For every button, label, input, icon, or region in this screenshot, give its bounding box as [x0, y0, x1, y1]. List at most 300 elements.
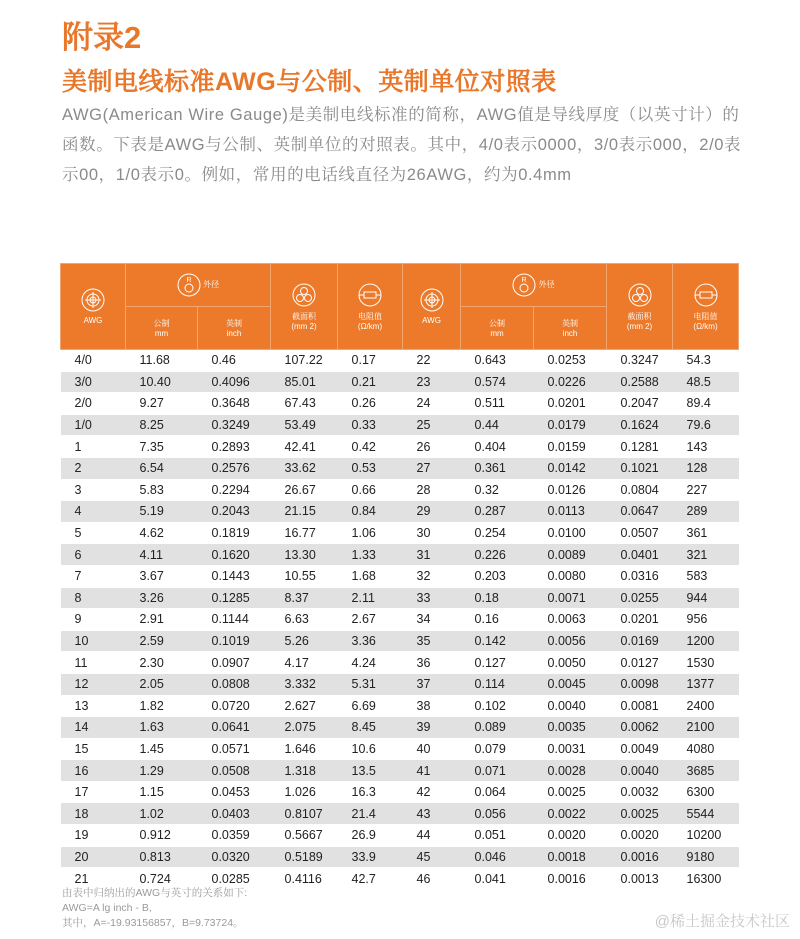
cell-area: 67.43	[271, 393, 338, 415]
cell-resistance: 21.4	[338, 803, 403, 825]
cell-area: 0.2047	[607, 393, 673, 415]
cell-resistance: 48.5	[673, 371, 739, 393]
cell-mm: 0.511	[461, 393, 534, 415]
table-row	[61, 587, 739, 609]
cell-awg: 30	[403, 522, 461, 544]
cell-resistance: 0.26	[338, 393, 403, 415]
cell-awg: 32	[403, 565, 461, 587]
cell-inch: 0.0159	[534, 436, 607, 458]
cell-resistance: 944	[673, 587, 739, 609]
cell-area: 0.0255	[607, 587, 673, 609]
cell-resistance: 361	[673, 522, 739, 544]
cell-resistance: 26.9	[338, 825, 403, 847]
cell-mm: 2.05	[126, 673, 198, 695]
cell-area: 6.63	[271, 609, 338, 631]
cell-inch: 0.0016	[534, 868, 607, 890]
cell-inch: 0.3249	[198, 414, 271, 436]
cell-awg: 39	[403, 717, 461, 739]
table-row	[61, 673, 739, 695]
cell-area: 0.0040	[607, 760, 673, 782]
cell-resistance: 128	[673, 457, 739, 479]
cell-mm: 7.35	[126, 436, 198, 458]
cell-inch: 0.3648	[198, 393, 271, 415]
cell-awg: 37	[403, 673, 461, 695]
cell-resistance: 5.31	[338, 673, 403, 695]
cell-inch: 0.0179	[534, 414, 607, 436]
cell-inch: 0.0508	[198, 760, 271, 782]
cell-area: 8.37	[271, 587, 338, 609]
cell-area: 0.0507	[607, 522, 673, 544]
cell-awg: 8	[61, 587, 126, 609]
cell-resistance: 2100	[673, 717, 739, 739]
cell-mm: 0.142	[461, 630, 534, 652]
cell-mm: 1.63	[126, 717, 198, 739]
cell-mm: 3.67	[126, 565, 198, 587]
cell-awg: 46	[403, 868, 461, 890]
cell-area: 0.0016	[607, 846, 673, 868]
header-area: 截面积 (mm 2)	[271, 264, 338, 350]
cell-inch: 0.0089	[534, 544, 607, 566]
cell-mm: 2.30	[126, 652, 198, 674]
header-metric: 公制 mm	[126, 307, 198, 350]
cell-area: 16.77	[271, 522, 338, 544]
cell-inch: 0.0071	[534, 587, 607, 609]
cell-awg: 2	[61, 457, 126, 479]
cell-inch: 0.0045	[534, 673, 607, 695]
cell-resistance: 0.53	[338, 457, 403, 479]
cell-mm: 0.16	[461, 609, 534, 631]
radius-symbol: R	[521, 277, 527, 284]
cell-resistance: 6300	[673, 781, 739, 803]
table-row	[61, 371, 739, 393]
cell-inch: 0.0359	[198, 825, 271, 847]
cell-awg: 26	[403, 436, 461, 458]
cell-awg: 14	[61, 717, 126, 739]
cell-area: 0.0020	[607, 825, 673, 847]
cell-resistance: 0.66	[338, 479, 403, 501]
cell-mm: 0.071	[461, 760, 534, 782]
cell-awg: 36	[403, 652, 461, 674]
cell-inch: 0.0050	[534, 652, 607, 674]
cell-inch: 0.0020	[534, 825, 607, 847]
cell-inch: 0.0080	[534, 565, 607, 587]
table-row	[61, 544, 739, 566]
cell-resistance: 3685	[673, 760, 739, 782]
cell-inch: 0.1443	[198, 565, 271, 587]
cell-inch: 0.0226	[534, 371, 607, 393]
cell-area: 0.0804	[607, 479, 673, 501]
cell-mm: 0.064	[461, 781, 534, 803]
cell-resistance: 4080	[673, 738, 739, 760]
cell-mm: 0.643	[461, 350, 534, 372]
cell-awg: 24	[403, 393, 461, 415]
cell-awg: 19	[61, 825, 126, 847]
cell-mm: 0.114	[461, 673, 534, 695]
radius-symbol: R	[186, 277, 192, 284]
cell-mm: 0.32	[461, 479, 534, 501]
cell-resistance: 2.11	[338, 587, 403, 609]
cell-mm: 0.813	[126, 846, 198, 868]
cell-mm: 5.19	[126, 501, 198, 523]
cell-resistance: 79.6	[673, 414, 739, 436]
cell-awg: 34	[403, 609, 461, 631]
cell-mm: 0.203	[461, 565, 534, 587]
table-row	[61, 565, 739, 587]
cell-resistance: 54.3	[673, 350, 739, 372]
cell-area: 0.0401	[607, 544, 673, 566]
cell-inch: 0.0571	[198, 738, 271, 760]
table-row	[61, 479, 739, 501]
cell-area: 1.318	[271, 760, 338, 782]
cell-awg: 1	[61, 436, 126, 458]
cell-awg: 27	[403, 457, 461, 479]
cell-inch: 0.0808	[198, 673, 271, 695]
cell-awg: 43	[403, 803, 461, 825]
cell-mm: 0.051	[461, 825, 534, 847]
cell-resistance: 583	[673, 565, 739, 587]
cell-area: 0.1624	[607, 414, 673, 436]
cell-area: 26.67	[271, 479, 338, 501]
table-row	[61, 738, 739, 760]
wire-gauge-icon	[420, 288, 444, 312]
cell-mm: 0.046	[461, 846, 534, 868]
cell-mm: 0.226	[461, 544, 534, 566]
cell-area: 3.332	[271, 673, 338, 695]
cell-inch: 0.2043	[198, 501, 271, 523]
cell-resistance: 227	[673, 479, 739, 501]
cell-inch: 0.0100	[534, 522, 607, 544]
cell-area: 0.0169	[607, 630, 673, 652]
cell-awg: 17	[61, 781, 126, 803]
cell-awg: 18	[61, 803, 126, 825]
cell-area: 0.0098	[607, 673, 673, 695]
header-awg: AWG	[61, 264, 126, 350]
table-row	[61, 652, 739, 674]
cell-resistance: 1.06	[338, 522, 403, 544]
cell-inch: 0.0641	[198, 717, 271, 739]
cell-area: 0.5189	[271, 846, 338, 868]
cell-inch: 0.0403	[198, 803, 271, 825]
cell-awg: 15	[61, 738, 126, 760]
cell-resistance: 33.9	[338, 846, 403, 868]
cell-inch: 0.0040	[534, 695, 607, 717]
cell-resistance: 289	[673, 501, 739, 523]
cell-awg: 42	[403, 781, 461, 803]
cell-awg: 44	[403, 825, 461, 847]
cell-inch: 0.0063	[534, 609, 607, 631]
cell-inch: 0.2893	[198, 436, 271, 458]
cell-mm: 1.45	[126, 738, 198, 760]
cell-inch: 0.0022	[534, 803, 607, 825]
cell-resistance: 956	[673, 609, 739, 631]
cell-resistance: 16.3	[338, 781, 403, 803]
cell-area: 85.01	[271, 371, 338, 393]
cell-area: 0.5667	[271, 825, 338, 847]
cell-inch: 0.0907	[198, 652, 271, 674]
cell-awg: 13	[61, 695, 126, 717]
cell-awg: 31	[403, 544, 461, 566]
cell-inch: 0.0201	[534, 393, 607, 415]
cell-mm: 0.254	[461, 522, 534, 544]
table-row	[61, 717, 739, 739]
cell-awg: 25	[403, 414, 461, 436]
cell-resistance: 2400	[673, 695, 739, 717]
cell-inch: 0.46	[198, 350, 271, 372]
cell-inch: 0.0031	[534, 738, 607, 760]
cell-area: 0.0032	[607, 781, 673, 803]
cell-mm: 1.82	[126, 695, 198, 717]
cell-resistance: 0.33	[338, 414, 403, 436]
wire-gauge-icon	[81, 288, 105, 312]
cell-resistance: 6.69	[338, 695, 403, 717]
cell-resistance: 0.17	[338, 350, 403, 372]
cell-mm: 3.26	[126, 587, 198, 609]
cell-resistance: 1.33	[338, 544, 403, 566]
cell-resistance: 3.36	[338, 630, 403, 652]
table-row	[61, 781, 739, 803]
cell-area: 0.0201	[607, 609, 673, 631]
cell-resistance: 321	[673, 544, 739, 566]
cell-inch: 0.0142	[534, 457, 607, 479]
cell-resistance: 2.67	[338, 609, 403, 631]
cell-awg: 35	[403, 630, 461, 652]
table-row	[61, 630, 739, 652]
footnote	[62, 886, 247, 931]
cell-mm: 4.62	[126, 522, 198, 544]
cell-area: 0.0013	[607, 868, 673, 890]
cell-mm: 0.404	[461, 436, 534, 458]
cell-inch: 0.2576	[198, 457, 271, 479]
cell-resistance: 89.4	[673, 393, 739, 415]
cell-inch: 0.4096	[198, 371, 271, 393]
cell-resistance: 5544	[673, 803, 739, 825]
cell-mm: 0.287	[461, 501, 534, 523]
cell-mm: 0.056	[461, 803, 534, 825]
cell-mm: 0.102	[461, 695, 534, 717]
cell-resistance: 1377	[673, 673, 739, 695]
cell-mm: 0.912	[126, 825, 198, 847]
cell-awg: 40	[403, 738, 461, 760]
cell-mm: 0.089	[461, 717, 534, 739]
table-row	[61, 695, 739, 717]
cell-inch: 0.0035	[534, 717, 607, 739]
resistor-icon	[694, 283, 718, 307]
cell-awg: 3	[61, 479, 126, 501]
cell-mm: 0.44	[461, 414, 534, 436]
cell-inch: 0.2294	[198, 479, 271, 501]
footnote-line: 其中，A=-19.93156857，B=9.73724。	[62, 917, 244, 929]
cell-awg: 9	[61, 609, 126, 631]
cell-mm: 5.83	[126, 479, 198, 501]
cell-inch: 0.0028	[534, 760, 607, 782]
cell-awg: 38	[403, 695, 461, 717]
cell-area: 2.627	[271, 695, 338, 717]
cell-mm: 1.29	[126, 760, 198, 782]
cell-resistance: 0.42	[338, 436, 403, 458]
watermark: @稀土掘金技术社区	[654, 913, 790, 930]
diameter-icon	[177, 273, 201, 297]
cell-mm: 0.18	[461, 587, 534, 609]
table-row	[61, 436, 739, 458]
cell-awg: 16	[61, 760, 126, 782]
table-row	[61, 350, 739, 372]
table-row	[61, 522, 739, 544]
cell-mm: 1.02	[126, 803, 198, 825]
cell-area: 0.0127	[607, 652, 673, 674]
header-metric: 公制 mm	[461, 307, 534, 350]
header-imperial: 英制 inch	[198, 307, 271, 350]
cell-awg: 11	[61, 652, 126, 674]
cell-awg: 3/0	[61, 371, 126, 393]
cell-resistance: 10.6	[338, 738, 403, 760]
table-row	[61, 414, 739, 436]
cell-inch: 0.0018	[534, 846, 607, 868]
cell-area: 5.26	[271, 630, 338, 652]
cell-resistance: 4.24	[338, 652, 403, 674]
cell-area: 1.646	[271, 738, 338, 760]
cell-mm: 2.59	[126, 630, 198, 652]
cell-area: 0.0049	[607, 738, 673, 760]
resistor-icon	[358, 283, 382, 307]
cell-inch: 0.1285	[198, 587, 271, 609]
cell-area: 0.0081	[607, 695, 673, 717]
cell-awg: 23	[403, 371, 461, 393]
cell-area: 2.075	[271, 717, 338, 739]
cell-mm: 0.127	[461, 652, 534, 674]
table-row	[61, 457, 739, 479]
cell-area: 1.026	[271, 781, 338, 803]
cell-awg: 45	[403, 846, 461, 868]
cell-area: 107.22	[271, 350, 338, 372]
cell-resistance: 0.21	[338, 371, 403, 393]
cell-mm: 1.15	[126, 781, 198, 803]
cell-inch: 0.0253	[534, 350, 607, 372]
cell-mm: 0.041	[461, 868, 534, 890]
cable-cross-section-icon	[292, 283, 316, 307]
cell-awg: 5	[61, 522, 126, 544]
table-row	[61, 846, 739, 868]
header-resistance: 电阻值 (Ω/km)	[338, 264, 403, 350]
cell-resistance: 8.45	[338, 717, 403, 739]
header-outer-diameter: R 外径	[126, 264, 271, 307]
cell-resistance: 16300	[673, 868, 739, 890]
cell-inch: 0.0126	[534, 479, 607, 501]
diameter-icon	[512, 273, 536, 297]
table-row	[61, 825, 739, 847]
cell-awg: 10	[61, 630, 126, 652]
header-area: 截面积 (mm 2)	[607, 264, 673, 350]
cell-area: 0.2588	[607, 371, 673, 393]
cell-awg: 21	[61, 868, 126, 890]
cell-mm: 0.724	[126, 868, 198, 890]
header-outer-diameter: R 外径	[461, 264, 607, 307]
cell-inch: 0.0453	[198, 781, 271, 803]
cell-awg: 22	[403, 350, 461, 372]
cell-mm: 0.574	[461, 371, 534, 393]
cell-resistance: 1200	[673, 630, 739, 652]
cell-area: 0.0062	[607, 717, 673, 739]
cell-inch: 0.0025	[534, 781, 607, 803]
cell-mm: 4.11	[126, 544, 198, 566]
cell-awg: 28	[403, 479, 461, 501]
cell-inch: 0.0113	[534, 501, 607, 523]
cell-mm: 6.54	[126, 457, 198, 479]
cell-inch: 0.0320	[198, 846, 271, 868]
awg-conversion-table	[60, 263, 739, 890]
cell-awg: 2/0	[61, 393, 126, 415]
cell-inch: 0.1819	[198, 522, 271, 544]
cell-area: 0.0647	[607, 501, 673, 523]
cell-inch: 0.1620	[198, 544, 271, 566]
cell-awg: 12	[61, 673, 126, 695]
cell-inch: 0.0720	[198, 695, 271, 717]
cell-mm: 2.91	[126, 609, 198, 631]
cell-resistance: 9180	[673, 846, 739, 868]
cell-area: 42.41	[271, 436, 338, 458]
formula: AWG=A lg inch - B,	[62, 902, 152, 914]
cell-awg: 33	[403, 587, 461, 609]
cell-area: 0.1021	[607, 457, 673, 479]
header-imperial: 英制 inch	[534, 307, 607, 350]
cell-resistance: 143	[673, 436, 739, 458]
cell-mm: 0.079	[461, 738, 534, 760]
cell-inch: 0.0056	[534, 630, 607, 652]
table-row	[61, 393, 739, 415]
cell-resistance: 10200	[673, 825, 739, 847]
cell-awg: 6	[61, 544, 126, 566]
cell-inch: 0.0285	[198, 868, 271, 890]
cell-awg: 1/0	[61, 414, 126, 436]
cell-area: 21.15	[271, 501, 338, 523]
cell-area: 0.8107	[271, 803, 338, 825]
cell-mm: 8.25	[126, 414, 198, 436]
cell-area: 0.4116	[271, 868, 338, 890]
header-resistance: 电阻值 (Ω/km)	[673, 264, 739, 350]
footnote-line: 由表中归纳出的AWG与英寸的关系如下:	[62, 887, 248, 899]
cell-area: 13.30	[271, 544, 338, 566]
cell-resistance: 1530	[673, 652, 739, 674]
cell-awg: 29	[403, 501, 461, 523]
appendix-title: 附录2	[62, 20, 142, 55]
cell-area: 33.62	[271, 457, 338, 479]
cell-awg: 7	[61, 565, 126, 587]
cell-area: 0.3247	[607, 350, 673, 372]
cell-awg: 4/0	[61, 350, 126, 372]
table-row	[61, 609, 739, 631]
cell-area: 10.55	[271, 565, 338, 587]
cell-area: 4.17	[271, 652, 338, 674]
cell-awg: 4	[61, 501, 126, 523]
cell-inch: 0.1019	[198, 630, 271, 652]
cell-area: 53.49	[271, 414, 338, 436]
table-row	[61, 501, 739, 523]
cell-area: 0.0025	[607, 803, 673, 825]
cell-resistance: 42.7	[338, 868, 403, 890]
cell-mm: 0.361	[461, 457, 534, 479]
cell-area: 0.1281	[607, 436, 673, 458]
cell-resistance: 13.5	[338, 760, 403, 782]
cell-mm: 10.40	[126, 371, 198, 393]
intro-paragraph: AWG(American Wire Gauge)是美制电线标准的简称，AWG值是导线厚度（以英寸计）的函数。下表是AWG与公制、英制单位的对照表。其中，4/0表示0000，3/0表示000，2/0表示00，1/0表示0。例如，常用的电话线直径为26AWG，约为0.4mm	[62, 106, 742, 184]
cell-mm: 9.27	[126, 393, 198, 415]
cell-resistance: 0.84	[338, 501, 403, 523]
section-subtitle: 美制电线标准AWG与公制、英制单位对照表	[62, 68, 557, 96]
header-awg: AWG	[403, 264, 461, 350]
cell-awg: 41	[403, 760, 461, 782]
cell-inch: 0.1144	[198, 609, 271, 631]
cable-cross-section-icon	[628, 283, 652, 307]
cell-awg: 20	[61, 846, 126, 868]
